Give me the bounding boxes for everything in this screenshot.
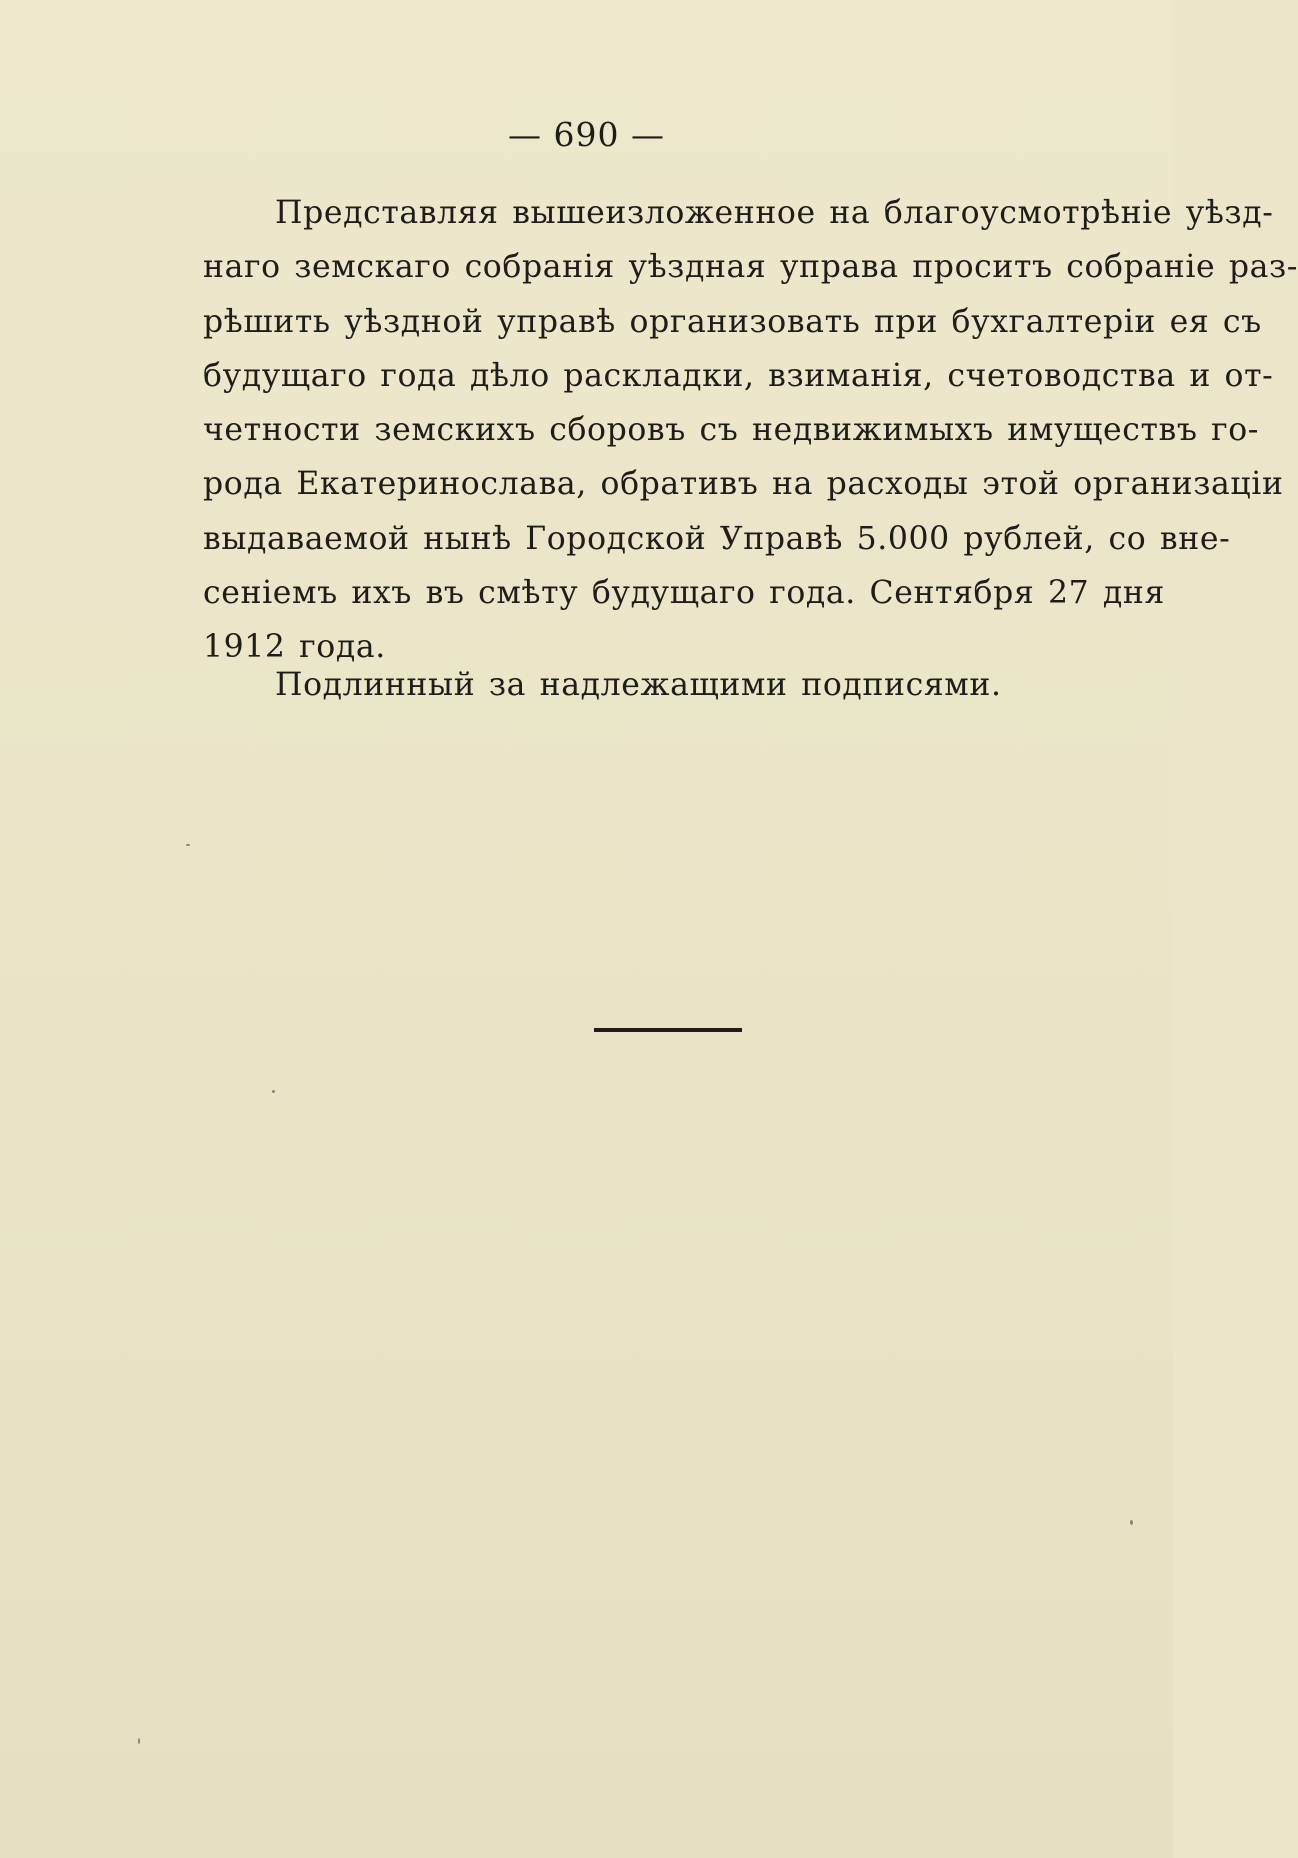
paragraph-line: будущаго года дѣло раскладки, взиманія, счетоводства и от-	[203, 357, 1274, 394]
signature-note: Подлинный за надлежащими подписями.	[275, 667, 1002, 703]
paragraph-line: выдаваемой нынѣ Городской Управѣ 5.000 рублей, со вне-	[203, 520, 1231, 557]
paragraph-line: рѣшить уѣздной управѣ организовать при бухгалтеріи ея съ	[203, 303, 1262, 340]
paper-speck	[272, 1090, 275, 1093]
page-number: — 690 —	[508, 115, 665, 154]
paper-speck	[1130, 1520, 1133, 1525]
paragraph-line: Представляя вышеизложенное на благоусмотрѣніе уѣзд-	[275, 195, 1274, 231]
paragraph-line: четности земскихъ сборовъ съ недвижимыхъ имуществъ го-	[203, 412, 1260, 449]
main-paragraph	[203, 186, 1298, 675]
paragraph-line: наго земскаго собранія уѣздная управа проситъ собраніе раз-	[203, 249, 1298, 286]
paper-speck	[186, 844, 190, 846]
closing-rule	[594, 1028, 742, 1032]
paragraph-line: рода Екатеринослава, обративъ на расходы этой организаціи	[203, 466, 1284, 503]
paragraph-line: 1912 года.	[203, 629, 386, 666]
paragraph-line: сеніемъ ихъ въ смѣту будущаго года. Сентября 27 дня	[203, 575, 1165, 612]
paper-speck	[138, 1738, 140, 1744]
